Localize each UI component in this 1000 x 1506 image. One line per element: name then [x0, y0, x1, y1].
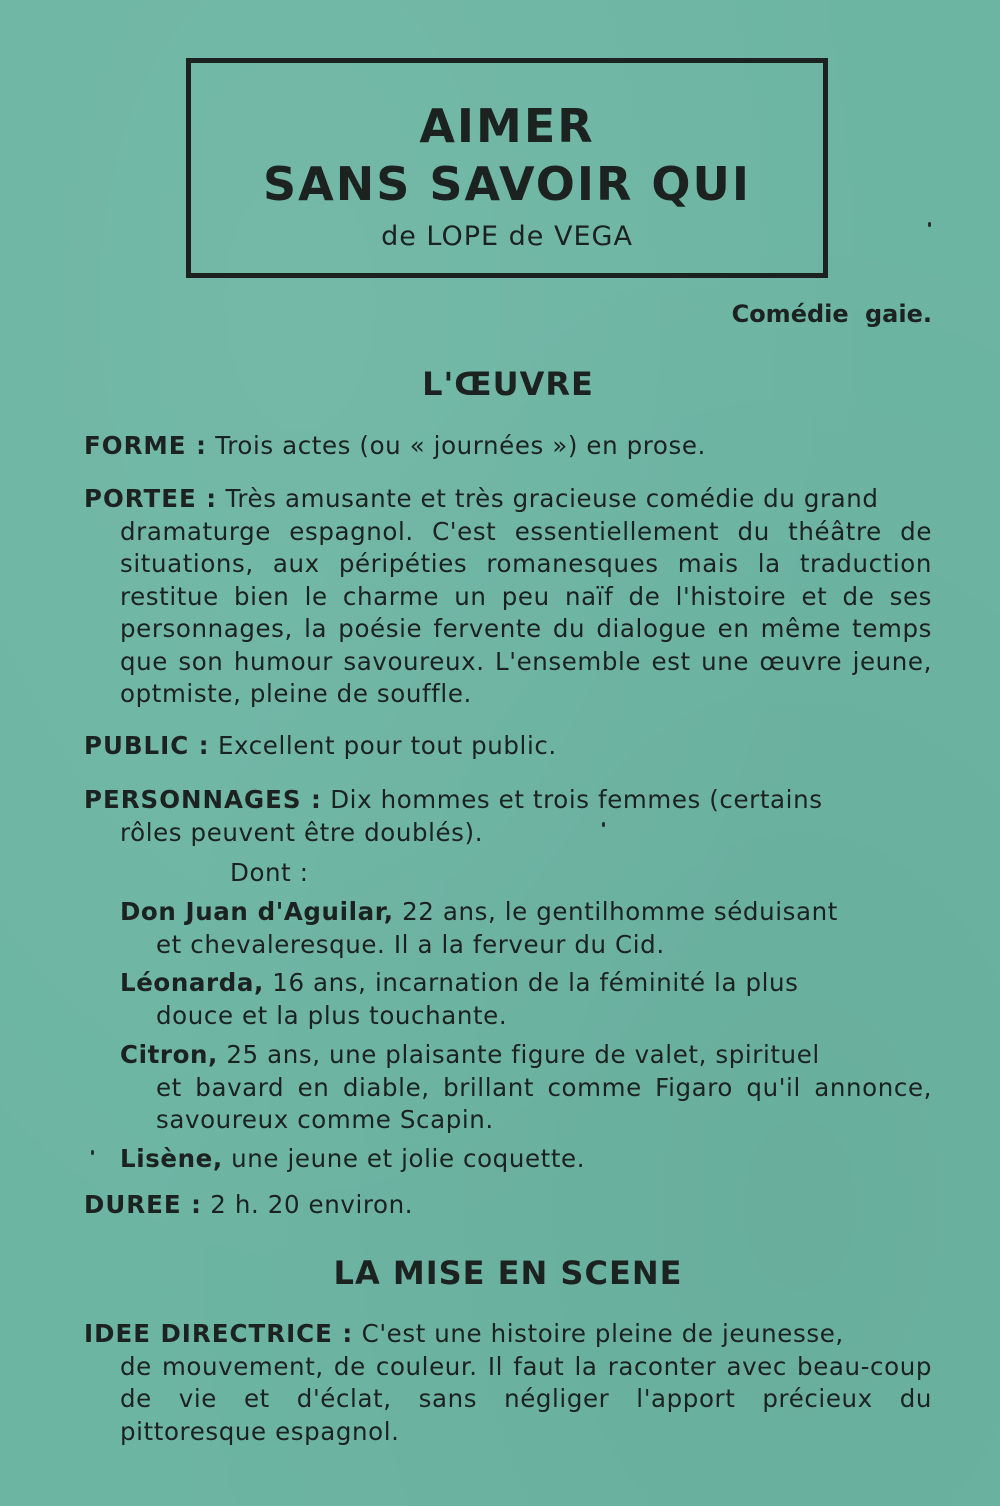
public-label: PUBLIC : [84, 731, 210, 760]
character-desc-line1: 16 ans, incarnation de la féminité la plus [272, 968, 799, 997]
personnages-text-rest: rôles peuvent être doublés). [120, 817, 484, 847]
character-entry [120, 1039, 932, 1137]
forme-label: FORME : [84, 431, 207, 460]
paper-speck [91, 1150, 94, 1155]
character-entry [120, 896, 932, 961]
character-desc-line1: 25 ans, une plaisante figure de valet, spirituel [226, 1040, 820, 1069]
duree-text: 2 h. 20 environ. [210, 1190, 414, 1219]
public-paragraph [84, 730, 932, 763]
idee-directrice-paragraph [84, 1318, 932, 1448]
paper-speck [602, 822, 605, 827]
character-desc-line1: une jeune et jolie coquette. [231, 1144, 586, 1173]
idee-directrice-label: IDEE DIRECTRICE : [84, 1319, 354, 1348]
forme-paragraph [84, 430, 932, 463]
personnages-label: PERSONNAGES : [84, 785, 322, 814]
personnages-text-line1: Dix hommes et trois femmes (certains [330, 785, 823, 814]
character-entry [120, 1143, 932, 1176]
public-text: Excellent pour tout public. [217, 731, 557, 760]
author: de LOPE de VEGA [381, 221, 633, 252]
character-name: Léonarda, [120, 968, 264, 997]
portee-paragraph [84, 483, 932, 711]
character-entry [120, 967, 932, 1032]
dont-label: Dont : [230, 858, 309, 887]
portee-label: PORTEE : [84, 484, 218, 513]
portee-text-line1: Très amusante et très gracieuse comédie du grand [225, 484, 879, 513]
character-desc-rest: et bavard en diable, brillant comme Figaro qu'il annonce, savoureux comme Scapin. [156, 1072, 932, 1134]
idee-directrice-text-rest: de mouvement, de couleur. Il faut la raconter avec beau-coup de vie et d'éclat, sans négliger l'apport précieux du pittoresque espagnol. [120, 1351, 932, 1446]
title-box [186, 58, 828, 278]
genre: Comédie gaie. [731, 300, 932, 328]
duree-paragraph [84, 1189, 932, 1222]
section-heading-oeuvre: L'ŒUVRE [422, 365, 594, 403]
character-name: Lisène, [120, 1144, 223, 1173]
character-desc-line1: 22 ans, le gentilhomme séduisant [402, 897, 838, 926]
character-name: Don Juan d'Aguilar, [120, 897, 394, 926]
paper-speck [928, 222, 931, 227]
portee-text-rest: dramaturge espagnol. C'est essentiellement du théâtre de situations, aux péripéties romanesques mais la traduction restitue bien le charme un peu naïf de l'histoire et de ses personnages, la poésie fervente du dialogue en même temps que son humour savoureux. L'ensemble est une œuvre jeune, optmiste, pleine de souffle. [120, 516, 932, 708]
forme-text: Trois actes (ou « journées ») en prose. [215, 431, 706, 460]
character-name: Citron, [120, 1040, 218, 1069]
idee-directrice-text-line1: C'est une histoire pleine de jeunesse, [361, 1319, 844, 1348]
duree-label: DUREE : [84, 1190, 202, 1219]
section-heading-mise-en-scene: LA MISE EN SCENE [333, 1254, 683, 1292]
character-desc-rest: douce et la plus touchante. [156, 1000, 508, 1030]
title-line-1: AIMER [419, 99, 595, 153]
title-line-2: SANS SAVOIR QUI [262, 157, 751, 211]
character-desc-rest: et chevaleresque. Il a la ferveur du Cid. [156, 929, 665, 959]
personnages-paragraph [84, 784, 932, 849]
